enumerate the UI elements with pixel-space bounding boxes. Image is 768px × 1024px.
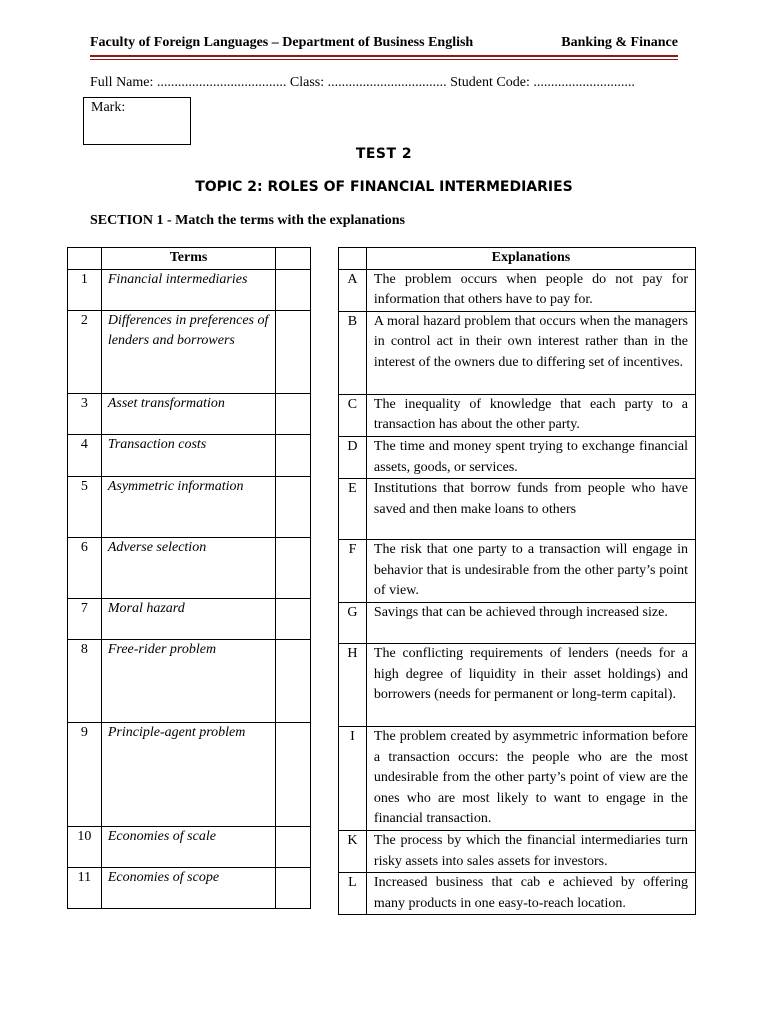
explanation-letter: F [339, 540, 367, 603]
term-text: Transaction costs [101, 434, 275, 476]
term-text: Free-rider problem [101, 639, 275, 722]
term-text: Principle-agent problem [101, 722, 275, 826]
table-row [339, 873, 696, 915]
term-text: Economies of scale [101, 826, 275, 867]
explanation-text: A moral hazard problem that occurs when the managers in control act in their own interest rather than in the interest of the owners due to differing set of incentives. [366, 311, 695, 394]
table-row [68, 639, 311, 722]
answer-cell[interactable] [276, 867, 311, 908]
table-row [68, 867, 311, 908]
table-row [68, 434, 311, 476]
table-row [68, 393, 311, 434]
test-title: TEST 2 [355, 146, 413, 162]
terms-header: Terms [101, 248, 275, 270]
answer-cell[interactable] [276, 310, 311, 393]
answer-cell[interactable] [276, 598, 311, 639]
explanations-header-row [339, 248, 696, 270]
term-number: 4 [68, 434, 102, 476]
topic-title: TOPIC 2: ROLES OF FINANCIAL INTERMEDIARIES [195, 179, 573, 195]
terms-table [67, 247, 311, 909]
table-row [68, 269, 311, 310]
explanation-letter: K [339, 830, 367, 872]
term-number: 5 [68, 476, 102, 537]
term-number: 10 [68, 826, 102, 867]
explanation-text: The process by which the financial intermediaries turn risky assets into sales assets for investors. [366, 830, 695, 872]
student-info-line: Full Name: ..................................... Class: .................................. Student Code: ............................. [90, 75, 635, 90]
answer-cell[interactable] [276, 393, 311, 434]
term-number: 1 [68, 269, 102, 310]
section-title: SECTION 1 - Match the terms with the explanations [90, 213, 405, 228]
answer-cell[interactable] [276, 537, 311, 598]
explanation-letter: A [339, 269, 367, 311]
terms-header-row [68, 248, 311, 270]
explanation-text: The risk that one party to a transaction will engage in behavior that is undesirable from the other party’s point of view. [366, 540, 695, 603]
term-text: Economies of scope [101, 867, 275, 908]
explanation-letter: L [339, 873, 367, 915]
term-number: 6 [68, 537, 102, 598]
header-department: Faculty of Foreign Languages – Department of Business English [90, 35, 474, 50]
explanation-letter: B [339, 311, 367, 394]
answer-cell[interactable] [276, 639, 311, 722]
table-row [339, 540, 696, 603]
term-number: 11 [68, 867, 102, 908]
explanations-header: Explanations [366, 248, 695, 270]
explanation-text: The conflicting requirements of lenders (needs for a high degree of liquidity in their asset holdings) and borrowers (needs for permanent or long-term capital). [366, 643, 695, 726]
term-text: Asymmetric information [101, 476, 275, 537]
header-rule-thick [90, 55, 678, 57]
explanations-header-letter [339, 248, 367, 270]
explanation-text: The problem occurs when people do not pay for information that others have to pay for. [366, 269, 695, 311]
term-text: Adverse selection [101, 537, 275, 598]
answer-cell[interactable] [276, 434, 311, 476]
mark-box [83, 97, 191, 145]
header-rule-thin [90, 59, 678, 60]
table-row [339, 311, 696, 394]
term-text: Asset transformation [101, 393, 275, 434]
table-row [68, 310, 311, 393]
table-row [339, 436, 696, 478]
explanation-text: Increased business that cab e achieved by offering many products in one easy-to-reach location. [366, 873, 695, 915]
explanation-letter: H [339, 643, 367, 726]
mark-label: Mark: [91, 100, 126, 115]
table-row [68, 476, 311, 537]
terms-header-answer [276, 248, 311, 270]
answer-cell[interactable] [276, 826, 311, 867]
table-row [339, 394, 696, 436]
explanation-letter: D [339, 436, 367, 478]
explanation-letter: C [339, 394, 367, 436]
table-row [68, 722, 311, 826]
page-header [90, 35, 678, 51]
table-row [339, 830, 696, 872]
table-row [339, 479, 696, 540]
table-row [339, 269, 696, 311]
answer-cell[interactable] [276, 722, 311, 826]
header-subject: Banking & Finance [561, 35, 678, 50]
table-row [68, 826, 311, 867]
explanation-text: The time and money spent trying to exchange financial assets, goods, or services. [366, 436, 695, 478]
term-number: 3 [68, 393, 102, 434]
explanation-text: The inequality of knowledge that each party to a transaction has about the other party. [366, 394, 695, 436]
term-text: Differences in preferences of lenders and borrowers [101, 310, 275, 393]
explanations-table [338, 247, 696, 915]
table-row [68, 598, 311, 639]
table-row [339, 643, 696, 726]
term-number: 2 [68, 310, 102, 393]
table-row [68, 537, 311, 598]
term-number: 7 [68, 598, 102, 639]
answer-cell[interactable] [276, 269, 311, 310]
explanation-text: Institutions that borrow funds from people who have saved and then make loans to others [366, 479, 695, 540]
explanation-letter: E [339, 479, 367, 540]
explanation-text: The problem created by asymmetric information before a transaction occurs: the people who are the most undesirable from the other party’s point of view are the ones who are most likely to want to engage in the financial transaction. [366, 726, 695, 830]
explanation-text: Savings that can be achieved through increased size. [366, 602, 695, 643]
answer-cell[interactable] [276, 476, 311, 537]
explanation-letter: G [339, 602, 367, 643]
term-number: 9 [68, 722, 102, 826]
explanation-letter: I [339, 726, 367, 830]
term-text: Financial intermediaries [101, 269, 275, 310]
term-text: Moral hazard [101, 598, 275, 639]
table-row [339, 602, 696, 643]
table-row [339, 726, 696, 830]
term-number: 8 [68, 639, 102, 722]
terms-header-num [68, 248, 102, 270]
